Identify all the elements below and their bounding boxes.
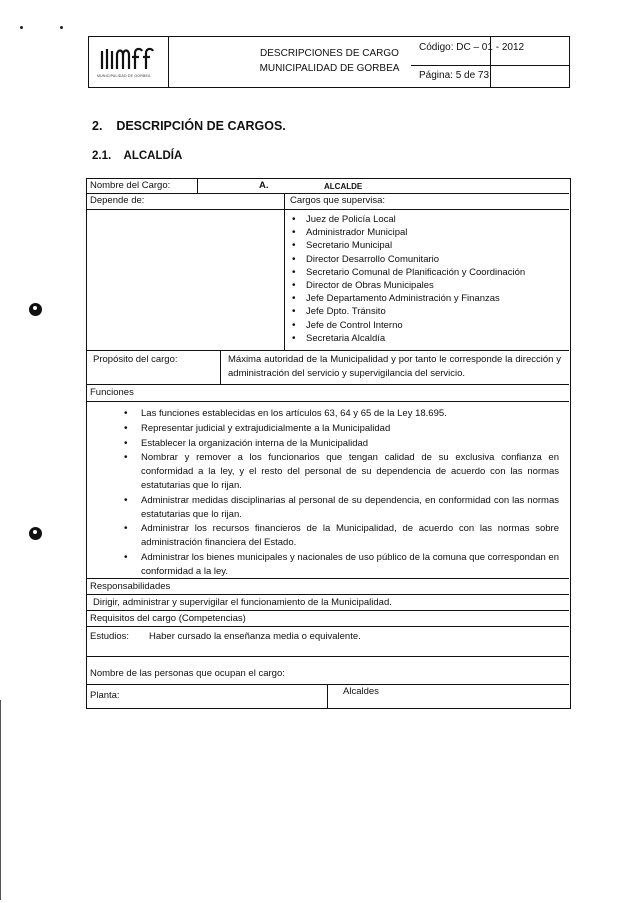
doc-title-line1: DESCRIPCIONES DE CARGO [260, 48, 399, 59]
supervisa-label: Cargos que supervisa: [290, 195, 386, 206]
personas-label: Nombre de las personas que ocupan el cargo: [90, 668, 285, 679]
responsabilidades-label: Responsabilidades [90, 581, 171, 592]
logo-cell [89, 37, 169, 87]
estudios-label: Estudios: [90, 631, 130, 642]
scan-speck [20, 26, 23, 29]
section-heading: 2. DESCRIPCIÓN DE CARGOS. [92, 119, 286, 133]
supervisa-list [288, 213, 568, 345]
list-item: • Administrar los recursos financieros de la Municipalidad, de acuerdo con las normas sobre administración financiera del Estado. [115, 522, 559, 550]
row-personas [87, 657, 569, 685]
logo-caption: MUNICIPALIDAD DE GORBEA [97, 74, 151, 78]
requisitos-label: Requisitos del cargo (Competencias) [90, 613, 246, 624]
nombre-letter: A. [259, 180, 269, 191]
list-item: • Establecer la organización interna de la Municipalidad [115, 437, 559, 451]
row-planta [87, 685, 569, 708]
list-item: • Juez de Policía Local [288, 213, 568, 226]
proposito-text: Máxima autoridad de la Municipalidad y por tanto le corresponde la dirección y administración del servicio y supervigilancia del servicio. [228, 354, 561, 379]
list-item: • Administrar los bienes municipales y nacionales de uso público de la comuna que correspondan en conformidad a la ley. [115, 551, 559, 579]
row-responsabilidades [87, 595, 569, 611]
list-item: • Jefe de Control Interno [288, 319, 568, 332]
funciones-label: Funciones [90, 387, 134, 398]
row-nombre [87, 179, 569, 194]
job-description-table [86, 178, 571, 709]
punch-hole [29, 303, 42, 316]
list-item: • Secretaria Alcaldía [288, 332, 568, 345]
list-item: • Director de Obras Municipales [288, 279, 568, 292]
municipality-logo-icon [99, 45, 161, 71]
scan-edge-line [0, 700, 1, 900]
planta-label: Planta: [90, 690, 120, 701]
estudios-text: Haber cursado la enseñanza media o equivalente. [149, 631, 361, 642]
page-number: Página: 5 de 73 [419, 70, 490, 81]
document-code: Código: DC – 01 - 2012 [419, 42, 525, 53]
list-item: • Secretario Comunal de Planificación y Coordinación [288, 266, 568, 279]
responsabilidades-text: Dirigir, administrar y supervigilar el funcionamiento de la Municipalidad. [93, 597, 392, 608]
proposito-label: Propósito del cargo: [93, 354, 178, 365]
code-row [411, 37, 569, 66]
funciones-list [115, 407, 559, 580]
list-item: • Administrador Municipal [288, 226, 568, 239]
planta-value: Alcaldes [343, 686, 379, 697]
list-item: • Secretario Municipal [288, 239, 568, 252]
depende-label: Depende de: [90, 195, 145, 206]
scan-speck [60, 26, 63, 29]
list-item: • Las funciones establecidas en los artículos 63, 64 y 65 de la Ley 18.695. [115, 407, 559, 421]
list-item: • Jefe Departamento Administración y Finanzas [288, 292, 568, 305]
row-requisitos-label [87, 611, 569, 627]
nombre-value: ALCALDE [324, 182, 363, 191]
row-responsabilidades-label [87, 579, 569, 595]
row-proposito [87, 351, 569, 385]
list-item: • Jefe Dpto. Tránsito [288, 305, 568, 318]
list-item: • Director Desarrollo Comunitario [288, 253, 568, 266]
doc-title-line2: MUNICIPALIDAD DE GORBEA [259, 63, 400, 74]
row-depende-supervisa [87, 194, 569, 351]
document-header [88, 36, 570, 88]
list-item: • Administrar medidas disciplinarias al personal de su dependencia, en conformidad con las normas estatutarias que lo rijan. [115, 494, 559, 522]
list-item: • Nombrar y remover a los funcionarios que tengan calidad de su exclusiva confianza en conformidad a la ley, y el resto del personal de su dependencia de acuerdo con las normas estatutarias que lo rijan. [115, 451, 559, 492]
row-estudios [87, 627, 569, 657]
nombre-label: Nombre del Cargo: [90, 180, 171, 191]
meta-cell [411, 37, 569, 87]
list-item: • Representar judicial y extrajudicialmente a la Municipalidad [115, 422, 559, 436]
subsection-heading: 2.1. ALCALDÍA [92, 150, 183, 162]
row-funciones [87, 385, 569, 579]
punch-hole [29, 527, 42, 540]
